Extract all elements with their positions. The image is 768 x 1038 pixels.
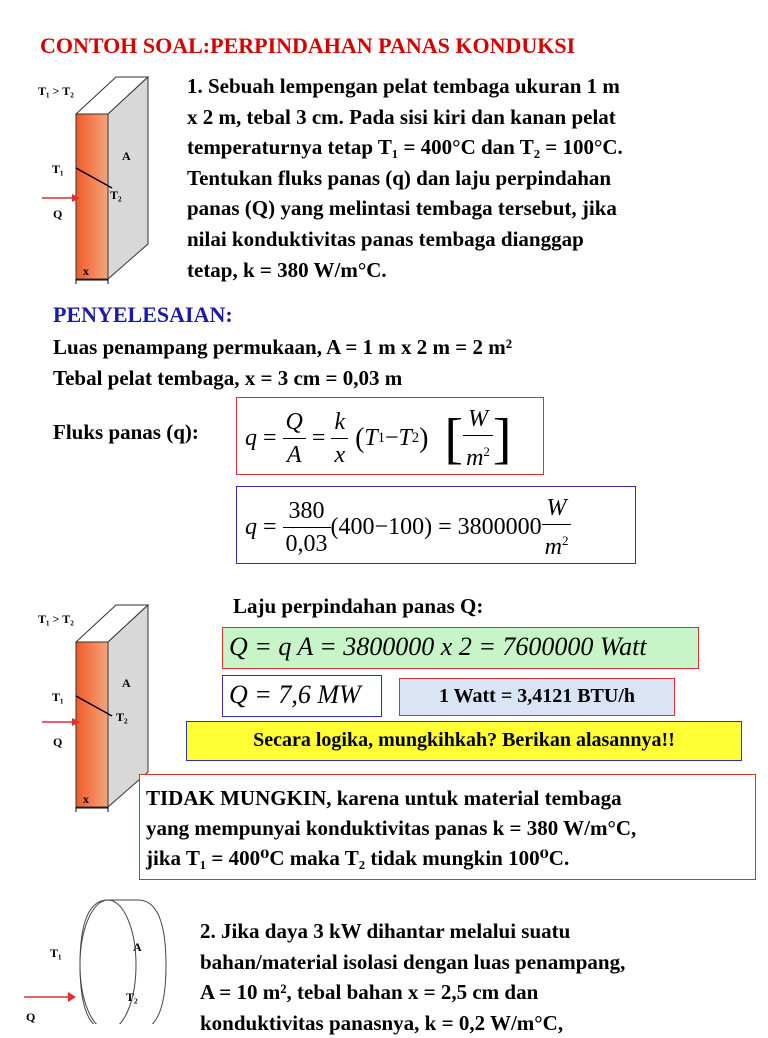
t1-label-3: T₁ — [50, 946, 62, 960]
rate-mw-box: Q = 7,6 MW — [222, 675, 382, 717]
t1-label-2: T₁ — [52, 690, 64, 704]
problem-2-line: bahan/material isolasi dengan luas penampang, — [200, 949, 626, 974]
a-label-3: A — [133, 940, 142, 954]
flux-formula-box: q = $\frac{Q}{A}$ = $\frac{k}{x}$ ( T 1 − T 2 ) [ $\frac{W}{m^2}$ ] — [236, 397, 544, 475]
t1-label: T₁ — [52, 162, 64, 176]
flux-label: Fluks panas (q): — [53, 420, 199, 444]
problem-1-line: Tentukan fluks panas (q) dan laju perpindahan — [187, 165, 612, 190]
conclusion-line: jika T₁ = 400⁰C maka T₂ tidak mungkin 100⁰C. — [146, 846, 570, 870]
q-label-3: Q — [26, 1010, 36, 1024]
flux-calc-box: q = $\frac{380}{0,03}$ (400−100) = 3800000 $\frac{W}{m^2}$ — [236, 486, 636, 564]
q-label: Q — [53, 207, 63, 221]
t2-label-2: T₂ — [116, 710, 128, 724]
q-label-2: Q — [53, 735, 63, 749]
t2-label-3: T₂ — [126, 990, 138, 1004]
solution-heading: PENYELESAIAN: — [53, 302, 233, 327]
cond-label: T₁ > T₂ — [38, 84, 74, 98]
problem-1-line: x 2 m, tebal 3 cm. Pada sisi kiri dan kanan pelat — [187, 104, 616, 129]
problem-2-line: konduktivitas panasnya, k = 0,2 W/m°C, — [200, 1010, 564, 1035]
t2-label: T₂ — [110, 188, 122, 202]
problem-2-line: 2. Jika daya 3 kW dihantar melalui suatu — [200, 919, 571, 943]
problem-1-line: nilai konduktivitas panas tembaga dianggap — [187, 226, 584, 251]
x-label: x — [83, 264, 89, 278]
x-label-2: x — [83, 792, 89, 806]
question-box: Secara logika, mungkihkah? Berikan alasannya!! — [186, 721, 742, 761]
rate-eq-box: Q = q A = 3800000 x 2 = 7600000 Watt — [222, 627, 699, 669]
cylinder-face — [80, 900, 136, 1024]
problem-1-line: temperaturnya tetap T₁ = 400°C dan T₂ = 100°C. — [187, 135, 623, 160]
problem-1-line: 1. Sebuah lempengan pelat tembaga ukuran 1 m — [187, 74, 620, 98]
problem-2-line: A = 10 m², tebal bahan x = 2,5 cm dan — [200, 980, 539, 1005]
conclusion-line: TIDAK MUNGKIN, karena untuk material tembaga — [146, 786, 622, 810]
area-line: Luas penampang permukaan, A = 1 m x 2 m = 2 m² — [53, 335, 513, 359]
conversion-box: 1 Watt = 3,4121 BTU/h — [399, 678, 675, 716]
a-label: A — [122, 149, 131, 163]
cond-label-2: T₁ > T₂ — [38, 612, 74, 626]
problem-2-text — [200, 916, 740, 1038]
problem-1-text — [187, 71, 747, 285]
page-title: CONTOH SOAL:PERPINDAHAN PANAS KONDUKSI — [40, 33, 576, 58]
thickness-line: Tebal pelat tembaga, x = 3 cm = 0,03 m — [53, 366, 403, 390]
plate-face — [76, 114, 108, 279]
conclusion-text — [146, 783, 746, 873]
conclusion-line: yang mempunyai konduktivitas panas k = 380 W/m°C, — [146, 816, 637, 840]
cylinder-diagram — [18, 895, 168, 1024]
rate-heading: Laju perpindahan panas Q: — [233, 594, 484, 618]
plate-diagram-1 — [36, 72, 166, 287]
a-label-2: A — [122, 676, 131, 690]
problem-1-line: panas (Q) yang melintasi tembaga tersebut, jika — [187, 196, 617, 221]
problem-1-line: tetap, k = 380 W/m°C. — [187, 257, 387, 282]
